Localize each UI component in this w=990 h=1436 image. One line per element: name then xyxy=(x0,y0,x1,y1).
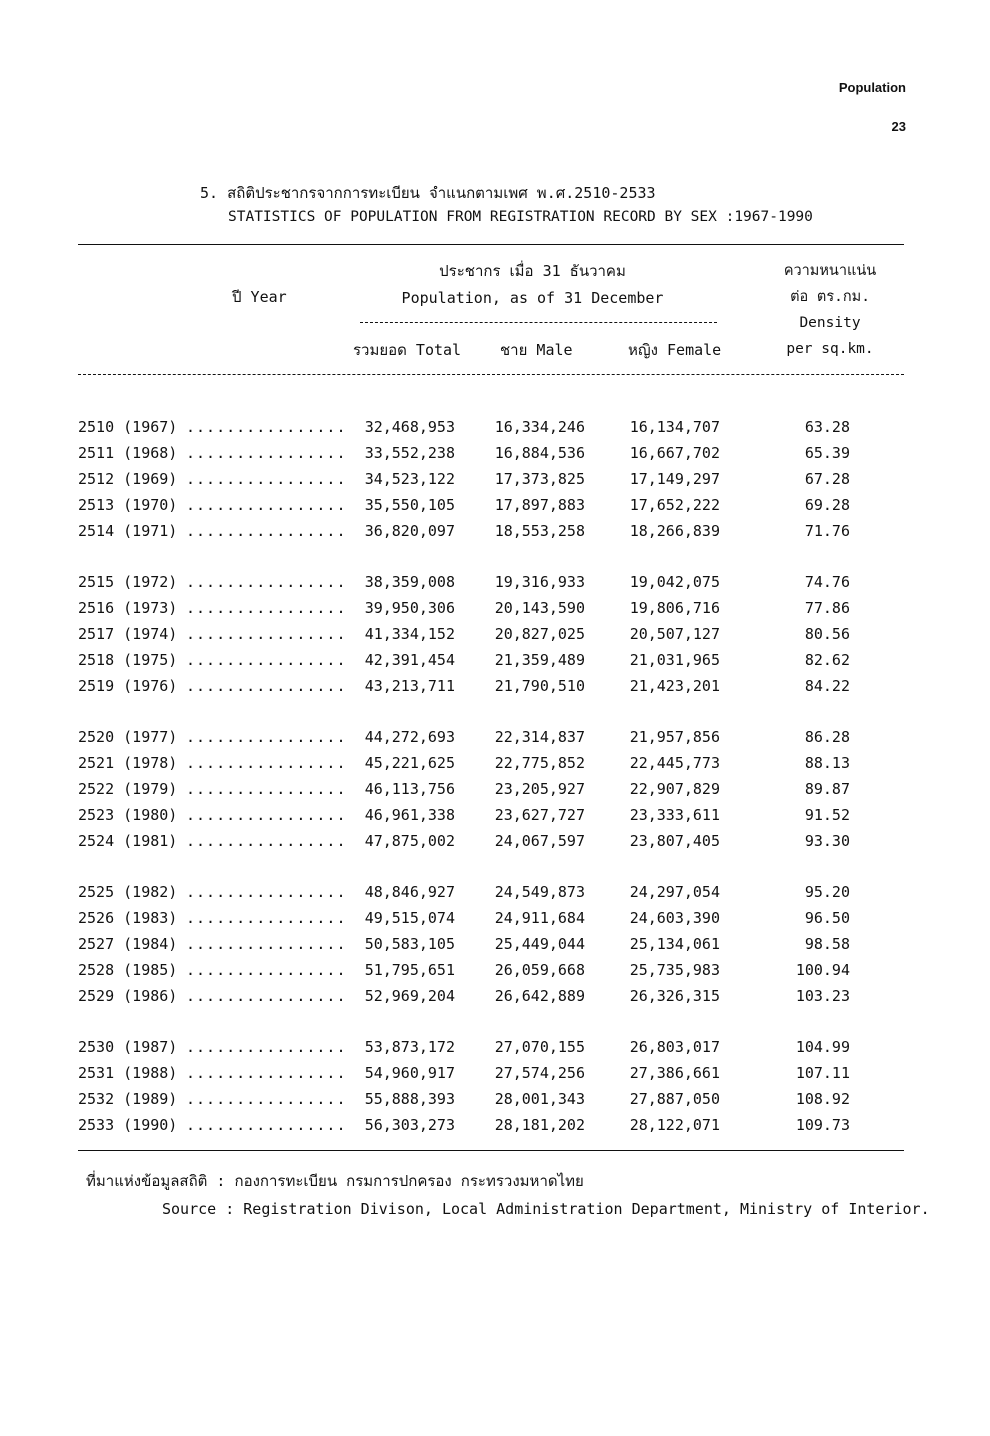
cell-total: 44,272,693 xyxy=(364,728,455,746)
cell-total: 52,969,204 xyxy=(364,987,455,1005)
cell-year: 2511 (1968) xyxy=(78,444,178,462)
table-row xyxy=(0,802,990,828)
cell-total: 53,873,172 xyxy=(364,1038,455,1056)
cell-year: 2533 (1990) xyxy=(78,1116,178,1134)
leader-dots: ................ xyxy=(186,625,347,643)
cell-male: 28,181,202 xyxy=(494,1116,585,1134)
leader-dots: ................ xyxy=(186,909,347,927)
leader-dots: ................ xyxy=(186,1090,347,1108)
source-thai: ที่มาแห่งข้อมูลสถิติ : กองการทะเบียน กรมการปกครอง กระทรวงมหาดไทย xyxy=(86,1172,584,1190)
density-header-thai-2: ต่อ ตร.กม. xyxy=(790,289,870,305)
source-english: Source : Registration Divison, Local Administration Department, Ministry of Interior. xyxy=(162,1200,930,1218)
table-row xyxy=(0,647,990,673)
leader-dots: ................ xyxy=(186,987,347,1005)
cell-male: 28,001,343 xyxy=(494,1090,585,1108)
cell-male: 25,449,044 xyxy=(494,935,585,953)
cell-female: 23,807,405 xyxy=(629,832,720,850)
cell-female: 21,031,965 xyxy=(629,651,720,669)
table-row xyxy=(0,621,990,647)
leader-dots: ................ xyxy=(186,677,347,695)
leader-dots: ................ xyxy=(186,883,347,901)
cell-year: 2513 (1970) xyxy=(78,496,178,514)
cell-total: 42,391,454 xyxy=(364,651,455,669)
page-number: 23 xyxy=(891,119,906,134)
cell-year: 2515 (1972) xyxy=(78,573,178,591)
footer xyxy=(86,1167,930,1223)
cell-female: 18,266,839 xyxy=(629,522,720,540)
leader-dots: ................ xyxy=(186,418,347,436)
table-row xyxy=(0,1086,990,1112)
cell-density: 109.73 xyxy=(795,1116,850,1134)
cell-density: 108.92 xyxy=(795,1090,850,1108)
cell-year: 2516 (1973) xyxy=(78,599,178,617)
title-thai: 5. สถิติประชากรจากการทะเบียน จำแนกตามเพศ พ.ศ.2510-2533 xyxy=(200,184,656,202)
table-row xyxy=(0,492,990,518)
cell-female: 17,652,222 xyxy=(629,496,720,514)
cell-density: 63.28 xyxy=(804,418,850,436)
cell-year: 2527 (1984) xyxy=(78,935,178,953)
cell-year: 2524 (1981) xyxy=(78,832,178,850)
cell-year: 2528 (1985) xyxy=(78,961,178,979)
cell-total: 46,961,338 xyxy=(364,806,455,824)
cell-total: 39,950,306 xyxy=(364,599,455,617)
cell-total: 45,221,625 xyxy=(364,754,455,772)
cell-year: 2520 (1977) xyxy=(78,728,178,746)
cell-total: 43,213,711 xyxy=(364,677,455,695)
cell-female: 25,735,983 xyxy=(629,961,720,979)
table-row xyxy=(0,828,990,854)
leader-dots: ................ xyxy=(186,728,347,746)
cell-female: 20,507,127 xyxy=(629,625,720,643)
population-header-divider xyxy=(360,322,717,323)
cell-density: 84.22 xyxy=(804,677,850,695)
cell-total: 34,523,122 xyxy=(364,470,455,488)
cell-male: 26,059,668 xyxy=(494,961,585,979)
cell-male: 17,373,825 xyxy=(494,470,585,488)
cell-total: 48,846,927 xyxy=(364,883,455,901)
cell-year: 2517 (1974) xyxy=(78,625,178,643)
cell-density: 67.28 xyxy=(804,470,850,488)
leader-dots: ................ xyxy=(186,470,347,488)
cell-male: 22,314,837 xyxy=(494,728,585,746)
cell-density: 96.50 xyxy=(804,909,850,927)
cell-year: 2518 (1975) xyxy=(78,651,178,669)
cell-female: 25,134,061 xyxy=(629,935,720,953)
cell-total: 35,550,105 xyxy=(364,496,455,514)
column-female: หญิง Female xyxy=(628,341,722,359)
cell-male: 24,911,684 xyxy=(494,909,585,927)
population-header-en: Population, as of 31 December xyxy=(401,289,664,307)
cell-density: 89.87 xyxy=(804,780,850,798)
cell-female: 16,134,707 xyxy=(629,418,720,436)
cell-density: 82.62 xyxy=(804,651,850,669)
leader-dots: ................ xyxy=(186,573,347,591)
cell-male: 16,334,246 xyxy=(494,418,585,436)
table-row xyxy=(0,879,990,905)
table-row xyxy=(0,776,990,802)
cell-total: 56,303,273 xyxy=(364,1116,455,1134)
title-english: STATISTICS OF POPULATION FROM REGISTRATION RECORD BY SEX :1967-1990 xyxy=(228,209,813,225)
leader-dots: ................ xyxy=(186,754,347,772)
table-row xyxy=(0,957,990,983)
cell-female: 17,149,297 xyxy=(629,470,720,488)
cell-female: 26,326,315 xyxy=(629,987,720,1005)
cell-year: 2522 (1979) xyxy=(78,780,178,798)
table-body xyxy=(0,414,990,1163)
cell-male: 19,316,933 xyxy=(494,573,585,591)
cell-female: 16,667,702 xyxy=(629,444,720,462)
cell-female: 21,423,201 xyxy=(629,677,720,695)
table-row xyxy=(0,1060,990,1086)
cell-female: 19,806,716 xyxy=(629,599,720,617)
cell-year: 2519 (1976) xyxy=(78,677,178,695)
leader-dots: ................ xyxy=(186,832,347,850)
cell-density: 104.99 xyxy=(795,1038,850,1056)
table-row xyxy=(0,569,990,595)
column-male: ชาย Male xyxy=(500,341,573,359)
cell-female: 28,122,071 xyxy=(629,1116,720,1134)
cell-year: 2521 (1978) xyxy=(78,754,178,772)
cell-male: 27,574,256 xyxy=(494,1064,585,1082)
cell-density: 98.58 xyxy=(804,935,850,953)
cell-density: 93.30 xyxy=(804,832,850,850)
cell-density: 95.20 xyxy=(804,883,850,901)
section-title: Population xyxy=(838,80,906,95)
cell-total: 41,334,152 xyxy=(364,625,455,643)
cell-year: 2525 (1982) xyxy=(78,883,178,901)
cell-total: 36,820,097 xyxy=(364,522,455,540)
table-row xyxy=(0,595,990,621)
table-row xyxy=(0,983,990,1009)
cell-female: 24,603,390 xyxy=(629,909,720,927)
cell-male: 23,627,727 xyxy=(494,806,585,824)
cell-year: 2512 (1969) xyxy=(78,470,178,488)
cell-total: 33,552,238 xyxy=(364,444,455,462)
cell-density: 91.52 xyxy=(804,806,850,824)
cell-density: 103.23 xyxy=(795,987,850,1005)
cell-male: 26,642,889 xyxy=(494,987,585,1005)
density-header-en-1: Density xyxy=(799,315,861,331)
cell-total: 54,960,917 xyxy=(364,1064,455,1082)
table-row xyxy=(0,905,990,931)
cell-male: 17,897,883 xyxy=(494,496,585,514)
cell-total: 47,875,002 xyxy=(364,832,455,850)
leader-dots: ................ xyxy=(186,1064,347,1082)
header-rule xyxy=(78,374,904,375)
table-row xyxy=(0,750,990,776)
top-rule xyxy=(78,244,904,245)
leader-dots: ................ xyxy=(186,599,347,617)
population-header xyxy=(345,258,720,312)
cell-year: 2510 (1967) xyxy=(78,418,178,436)
column-year: ปี Year xyxy=(232,288,287,306)
cell-density: 107.11 xyxy=(795,1064,850,1082)
leader-dots: ................ xyxy=(186,1038,347,1056)
cell-total: 46,113,756 xyxy=(364,780,455,798)
cell-total: 38,359,008 xyxy=(364,573,455,591)
cell-female: 27,887,050 xyxy=(629,1090,720,1108)
cell-density: 88.13 xyxy=(804,754,850,772)
cell-density: 80.56 xyxy=(804,625,850,643)
cell-total: 50,583,105 xyxy=(364,935,455,953)
cell-male: 21,790,510 xyxy=(494,677,585,695)
cell-total: 49,515,074 xyxy=(364,909,455,927)
cell-year: 2526 (1983) xyxy=(78,909,178,927)
leader-dots: ................ xyxy=(186,651,347,669)
table-row xyxy=(0,440,990,466)
cell-year: 2529 (1986) xyxy=(78,987,178,1005)
table-row xyxy=(0,931,990,957)
cell-male: 20,143,590 xyxy=(494,599,585,617)
table-row xyxy=(0,466,990,492)
cell-female: 24,297,054 xyxy=(629,883,720,901)
table-row xyxy=(0,1034,990,1060)
population-header-thai: ประชากร เมื่อ 31 ธันวาคม xyxy=(439,262,626,280)
leader-dots: ................ xyxy=(186,522,347,540)
leader-dots: ................ xyxy=(186,780,347,798)
cell-male: 27,070,155 xyxy=(494,1038,585,1056)
cell-density: 74.76 xyxy=(804,573,850,591)
cell-male: 18,553,258 xyxy=(494,522,585,540)
cell-female: 21,957,856 xyxy=(629,728,720,746)
density-header-thai-1: ความหนาแน่น xyxy=(783,263,877,279)
cell-female: 27,386,661 xyxy=(629,1064,720,1082)
page-header xyxy=(839,80,906,134)
cell-total: 51,795,651 xyxy=(364,961,455,979)
density-header-en-2: per sq.km. xyxy=(786,341,874,357)
cell-density: 69.28 xyxy=(804,496,850,514)
cell-female: 22,907,829 xyxy=(629,780,720,798)
row-group xyxy=(0,414,990,544)
cell-male: 24,067,597 xyxy=(494,832,585,850)
cell-total: 32,468,953 xyxy=(364,418,455,436)
cell-male: 24,549,873 xyxy=(494,883,585,901)
cell-female: 19,042,075 xyxy=(629,573,720,591)
table-row xyxy=(0,1112,990,1138)
cell-density: 86.28 xyxy=(804,728,850,746)
column-total: รวมยอด Total xyxy=(353,341,462,359)
table-row xyxy=(0,673,990,699)
cell-female: 23,333,611 xyxy=(629,806,720,824)
cell-male: 16,884,536 xyxy=(494,444,585,462)
cell-female: 26,803,017 xyxy=(629,1038,720,1056)
cell-year: 2532 (1989) xyxy=(78,1090,178,1108)
cell-total: 55,888,393 xyxy=(364,1090,455,1108)
cell-year: 2523 (1980) xyxy=(78,806,178,824)
row-group xyxy=(0,569,990,699)
leader-dots: ................ xyxy=(186,444,347,462)
cell-male: 21,359,489 xyxy=(494,651,585,669)
leader-dots: ................ xyxy=(186,961,347,979)
density-header xyxy=(760,258,900,362)
leader-dots: ................ xyxy=(186,806,347,824)
row-group xyxy=(0,1034,990,1138)
leader-dots: ................ xyxy=(186,935,347,953)
cell-male: 23,205,927 xyxy=(494,780,585,798)
cell-density: 65.39 xyxy=(804,444,850,462)
table-title xyxy=(200,181,900,229)
row-group xyxy=(0,724,990,854)
leader-dots: ................ xyxy=(186,496,347,514)
cell-year: 2530 (1987) xyxy=(78,1038,178,1056)
cell-density: 71.76 xyxy=(804,522,850,540)
cell-male: 20,827,025 xyxy=(494,625,585,643)
cell-density: 100.94 xyxy=(795,961,850,979)
cell-female: 22,445,773 xyxy=(629,754,720,772)
cell-density: 77.86 xyxy=(804,599,850,617)
table-row xyxy=(0,724,990,750)
row-group xyxy=(0,879,990,1009)
table-row xyxy=(0,414,990,440)
bottom-rule xyxy=(78,1150,904,1151)
cell-male: 22,775,852 xyxy=(494,754,585,772)
leader-dots: ................ xyxy=(186,1116,347,1134)
cell-year: 2531 (1988) xyxy=(78,1064,178,1082)
table-row xyxy=(0,518,990,544)
cell-year: 2514 (1971) xyxy=(78,522,178,540)
